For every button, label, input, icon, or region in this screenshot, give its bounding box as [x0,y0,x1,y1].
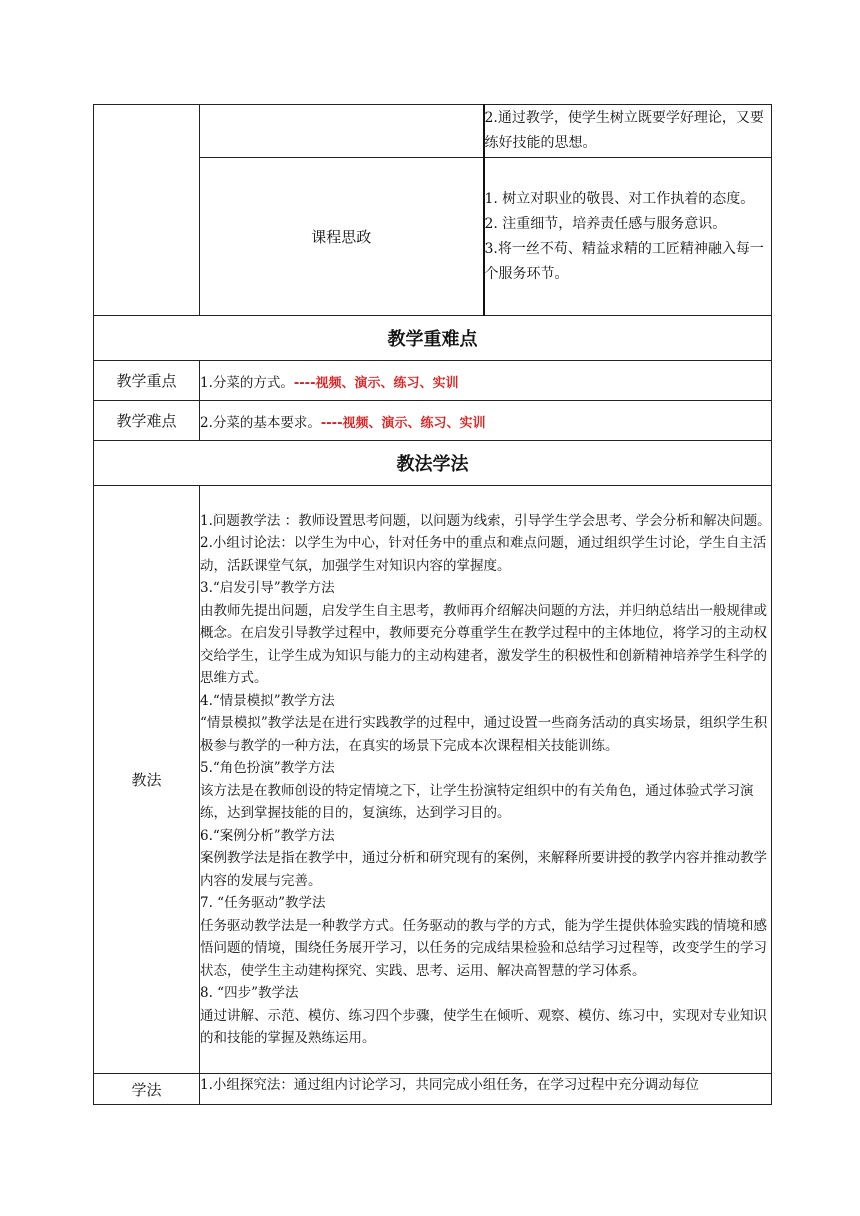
method-line: 6.“案例分析”教学方法 [200,827,335,844]
table-row [94,401,772,441]
method-line: 4.“情景模拟”教学方法 [200,692,335,709]
table-row [94,361,772,401]
difficulty-methods: ----视频、演示、练习、实训 [320,415,486,431]
emphasis-text: 1.分菜的方式。 [200,374,294,391]
difficulty-label: 教学难点 [94,401,200,441]
ideology-line: 2. 注重细节，培养责任感与服务意识。 [484,215,727,232]
method-line: 由教师先提出问题，启发学生自主思考，教师再介绍解决问题的方法，并归纳总结出一般规律或概念。在启发引导教学过程中，教师要充分尊重学生在教学过程中的主体地位，将学习的主动权交给学生，让学生成为知识与能力的主动构建者，激发学生的积极性和创新精神培养学生科学的思维方式。 [200,602,767,686]
ideology-label: 课程思政 [200,158,484,316]
learning-method-content [200,1074,772,1105]
method-line: 该方法是在教师创设的特定情境之下，让学生扮演特定组织中的有关角色，通过体验式学习演练，达到掌握技能的目的，复演练，达到学习目的。 [200,782,754,821]
table-row [94,1074,772,1105]
method-line: 案例教学法是指在教学中，通过分析和研究现有的案例，来解释所要讲授的教学内容并推动教学内容的发展与完善。 [200,850,767,889]
ideology-line: 3.将一丝不苟、精益求精的工匠精神融入每一个服务环节。 [484,240,764,282]
method-line: 2.小组讨论法：以学生为中心，针对任务中的重点和难点问题，通过组织学生讨论，学生自主活动，活跃课堂气氛，加强学生对知识内容的掌握度。 [200,535,767,574]
method-line: “情景模拟”教学法是在进行实践教学的过程中，通过设置一些商务活动的真实场景，组织学生积极参与教学的一种方法，在真实的场景下完成本次课程相关技能训练。 [200,715,768,754]
lesson-plan-table [93,104,772,1105]
section-title-methods: 教法学法 [94,441,772,486]
teaching-method-label: 教法 [94,486,200,1074]
learning-method-label: 学法 [94,1074,200,1105]
difficulty-text: 2.分菜的基本要求。 [200,414,321,431]
difficulty-content [200,401,772,441]
empty-cell [94,105,200,316]
table-row [94,105,772,158]
ideology-content [484,158,772,316]
teaching-method-content [200,486,772,1074]
emphasis-content [200,361,772,401]
objective-cell [484,105,772,158]
table-row [94,441,772,486]
method-line: 3.“启发引导”教学方法 [200,580,335,596]
method-line: 1.问题教学法 ：教师设置思考问题，以问题为线索，引导学生学会思考、学会分析和解决问题。 [200,512,771,529]
method-line: 5.“角色扮演”教学方法 [200,760,335,776]
objective-text: 2.通过教学，使学生树立既要学好理论，又要练好技能的思想。 [484,110,764,151]
table-row [94,486,772,1074]
ideology-line: 1. 树立对职业的敬畏、对工作执着的态度。 [484,190,755,207]
empty-cell [200,105,484,158]
section-title-key-points: 教学重难点 [94,316,772,361]
emphasis-label: 教学重点 [94,361,200,401]
method-line: 8. “四步”教学法 [200,985,299,1001]
method-line: 7. “任务驱动”教学法 [200,895,326,911]
method-line: 任务驱动教学法是一种教学方式。任务驱动的教与学的方式，能为学生提供体验实践的情境和感悟问题的情境，围绕任务展开学习，以任务的完成结果检验和总结学习过程等，改变学生的学习状态，使学生主动建构探究、实践、思考、运用、解决高智慧的学习体系。 [200,917,767,979]
learning-line: 1.小组探究法：通过组内讨论学习，共同完成小组任务，在学习过程中充分调动每位 [200,1077,699,1093]
emphasis-methods: ----视频、演示、练习、实训 [293,375,459,391]
table-row [94,316,772,361]
method-line: 通过讲解、示范、模仿、练习四个步骤，使学生在倾听、观察、模仿、练习中，实现对专业知识的和技能的掌握及熟练运用。 [200,1007,767,1046]
